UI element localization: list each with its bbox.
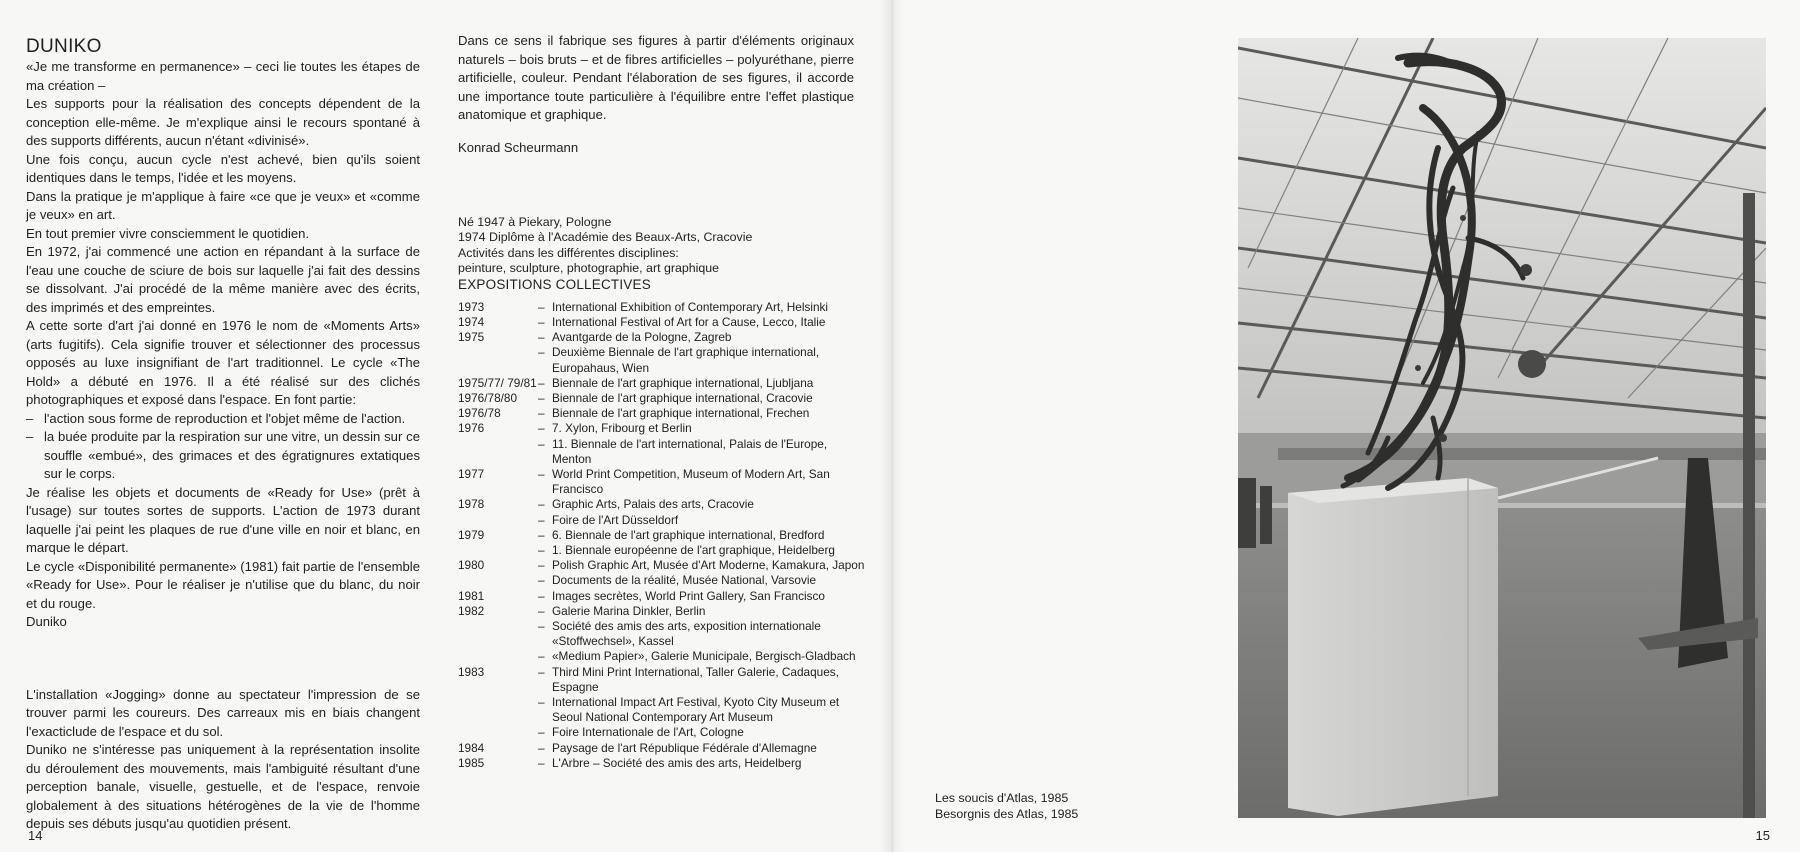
dash-separator: – [538, 390, 545, 405]
dash-separator: – [538, 436, 545, 451]
bio-line: 1974 Diplôme à l'Académie des Beaux-Arts, Cracovie [458, 230, 753, 245]
exhibition-event: Deuxième Biennale de l'art graphique international, Europahaus, Wien [552, 345, 820, 375]
exhibition-year: 1983 [458, 664, 485, 679]
exhibition-row [458, 391, 866, 406]
exhibition-year: 1979 [458, 527, 485, 542]
exhibition-row [458, 528, 866, 543]
exhibitions-heading: EXPOSITIONS COLLECTIVES [458, 277, 651, 293]
dash-separator: – [538, 375, 545, 390]
dash-separator: – [538, 330, 545, 345]
exhibition-row [458, 604, 866, 619]
exhibition-row [458, 345, 866, 375]
artist-heading: DUNIKO [26, 36, 102, 57]
exhibition-event: Biennale de l'art graphique international, Ljubljana [552, 375, 814, 390]
exhibition-year: 1982 [458, 603, 485, 618]
dash-separator: – [538, 694, 545, 709]
paragraph: Les supports pour la réalisation des concepts dépendent de la conception elle-même. Je m'explique ainsi le recours spontané à des supports différents, aucun n'étant «divinisé». [26, 96, 420, 148]
bio-line: Né 1947 à Piekary, Pologne [458, 215, 612, 229]
exhibition-row [458, 421, 866, 436]
exhibition-event: International Impact Art Festival, Kyoto City Museum et Seoul National Contemporary Art Museum [552, 694, 840, 725]
exhibition-row [458, 406, 866, 421]
exhibition-event: L'Arbre – Société des amis des arts, Heidelberg [552, 755, 802, 770]
dash-separator: – [538, 497, 545, 512]
exhibitions-table [458, 300, 866, 771]
exhibition-year [458, 513, 538, 528]
exhibition-year: 1984 [458, 740, 485, 755]
exhibition-row [458, 513, 866, 528]
exhibition-event: Foire de l'Art Düsseldorf [552, 512, 679, 527]
exhibition-year: 1977 [458, 466, 485, 481]
exhibition-row [458, 558, 866, 573]
exhibition-year [458, 695, 538, 725]
exhibition-row [458, 665, 866, 695]
exhibition-event: Images secrètes, World Print Gallery, San Francisco [552, 588, 825, 603]
exhibition-row [458, 315, 866, 330]
paragraph: Je réalise les objets et documents de «Ready for Use» (prêt à l'usage) sur toutes sortes de supports. L'action de 1973 durant laquelle j'ai peint les plaques de rue d'une ville en noir et blanc, en marque le départ. [26, 484, 420, 555]
author-signature: Konrad Scheurmann [458, 139, 579, 155]
paragraph: En tout premier vivre consciemment le quotidien. [26, 225, 310, 241]
sculpture-photo-illustration [1238, 38, 1766, 818]
exhibition-event: Paysage de l'art République Fédérale d'Allemagne [552, 740, 817, 755]
exhibition-row [458, 725, 866, 740]
exhibition-row [458, 649, 866, 664]
dash-separator: – [538, 466, 545, 481]
page-number: 14 [28, 828, 43, 843]
exhibition-year: 1976/78/80 [458, 390, 518, 405]
exhibition-event: 11. Biennale de l'art international, Palais de l'Europe, Menton [552, 436, 828, 466]
dash-separator: – [538, 299, 545, 314]
exhibition-event: International Festival of Art for a Cause, Lecco, Italie [552, 314, 826, 329]
photo-caption [935, 790, 1078, 822]
exhibition-event: «Medium Papier», Galerie Municipale, Bergisch-Gladbach [552, 649, 856, 664]
dash-separator: – [538, 421, 545, 436]
exhibition-event: Biennale de l'art graphique international, Frechen [552, 406, 810, 421]
list-item: – la buée produite par la respiration sur une vitre, un dessin sur ce souffle «embué», des grimaces et des égratignures extatiques sur le corps. [26, 428, 420, 484]
exhibition-event: Third Mini Print International, Taller Galerie, Cadaques, Espagne [552, 664, 839, 694]
exhibition-event: 7. Xylon, Fribourg et Berlin [552, 421, 692, 436]
dash-list [26, 410, 420, 484]
dash-separator: – [538, 618, 545, 633]
exhibition-row [458, 497, 866, 512]
dash-separator: – [538, 527, 545, 542]
exhibition-year: 1973 [458, 299, 485, 314]
exhibition-year [458, 573, 538, 588]
right-page [890, 0, 1800, 852]
dash-separator: – [538, 542, 545, 557]
exhibition-row [458, 695, 866, 725]
dash-separator: – [538, 649, 545, 664]
exhibition-year [458, 649, 538, 664]
caption-line-french: Les soucis d'Atlas, 1985 [935, 791, 1069, 805]
exhibition-event: Polish Graphic Art, Musée d'Art Moderne, Kamakura, Japon [552, 558, 865, 573]
left-page [0, 0, 890, 852]
exhibition-year: 1978 [458, 497, 485, 512]
text-column-1 [26, 36, 420, 834]
exhibition-row [458, 467, 866, 497]
exhibition-year: 1976/78 [458, 406, 501, 421]
paragraph: Le cycle «Disponibilité permanente» (1981) fait partie de l'ensemble «Ready for Use». Pour le réaliser je n'utilise que du blanc, du noir et du rouge. [26, 558, 420, 611]
exhibition-year: 1976 [458, 421, 485, 436]
paragraph: Une fois conçu, aucun cycle n'est achevé, bien qu'ils soient identiques dans le temps, l'idée et les moyens. [26, 151, 420, 185]
paragraph: A cette sorte d'art j'ai donné en 1976 le nom de «Moments Arts» (arts fugitifs). Cela signifie trouver et sélectionner des processus opposés au luxe insignifiant de l'art traditionnel. Le cycle «The Hold» a débuté en 1976. Il a été réalisé sur des clichés photographiques et exposé dans l'espace. En font partie: [26, 318, 420, 407]
dash-separator: – [538, 512, 545, 527]
exhibition-year: 1985 [458, 755, 485, 770]
exhibition-year [458, 345, 538, 375]
sculpture-photo [1238, 38, 1766, 818]
paragraph: L'installation «Jogging» donne au spectateur l'impression de se trouver parmi les coureurs. Des carreaux mis en biais changent l'exacticlude de l'espace et du sol. [26, 686, 420, 739]
exhibition-year [458, 543, 538, 558]
exhibition-event: Documents de la réalité, Musée National, Varsovie [552, 573, 817, 588]
biography [458, 215, 886, 276]
dash-separator: – [538, 345, 545, 360]
caption-line-german: Besorgnis des Atlas, 1985 [935, 807, 1079, 821]
paragraph: Dans la pratique je m'applique à faire «ce que je veux» et «comme je veux» en art. [26, 188, 420, 222]
exhibition-row [458, 437, 866, 467]
exhibition-row [458, 619, 866, 649]
exhibition-year: 1975 [458, 330, 485, 345]
exhibition-event: Avantgarde de la Pologne, Zagreb [552, 330, 732, 345]
exhibition-year: 1975/77/ 79/81 [458, 375, 537, 390]
exhibition-year: 1974 [458, 314, 485, 329]
dash-separator: – [538, 603, 545, 618]
bio-line: Activités dans les différentes disciplines: [458, 245, 679, 260]
bio-line: peinture, sculpture, photographie, art graphique [458, 260, 720, 275]
exhibition-event: World Print Competition, Museum of Modern Art, San Francisco [552, 466, 830, 497]
dash-separator: – [538, 664, 545, 679]
artist-signature: Duniko [26, 614, 67, 629]
exhibition-year: 1981 [458, 588, 485, 603]
exhibition-row [458, 543, 866, 558]
exhibition-event: International Exhibition of Contemporary Art, Helsinki [552, 299, 829, 314]
exhibition-year [458, 725, 538, 740]
dash-separator: – [538, 725, 545, 740]
exhibition-row [458, 573, 866, 588]
exhibition-event: Graphic Arts, Palais des arts, Cracovie [552, 497, 754, 512]
dash-separator: – [538, 588, 545, 603]
text-column-2 [458, 32, 886, 771]
exhibition-row [458, 300, 866, 315]
book-gutter [880, 0, 904, 852]
exhibition-row [458, 330, 866, 345]
paragraph: Duniko ne s'intéresse pas uniquement à la représentation insolite du déroulement des mouvements, mais l'ambiguité résultant d'une perception banale, visuelle, gestuelle, et de l'espace, renvoie globalement à des situations hétérogènes de la vie de l'homme depuis ses débuts jusqu'au quotidien présent. [26, 742, 420, 831]
dash-separator: – [538, 558, 545, 573]
dash-separator: – [538, 755, 545, 770]
list-item: – l'action sous forme de reproduction et l'objet même de l'action. [26, 410, 420, 429]
dash-separator: – [538, 406, 545, 421]
exhibition-row [458, 756, 866, 771]
exhibition-event: Foire Internationale de l'Art, Cologne [552, 725, 744, 740]
intro-paragraph: Dans ce sens il fabrique ses figures à partir d'éléments originaux naturels – bois bruts – et de fibres artificielles – polyuréthane, pierre artificielle, couleur. Pendant l'élaboration de ses figures, il accorde une importance toute particulière à l'équilibre entre l'effet plastique anatomique et graphique. [458, 33, 854, 122]
page-number: 15 [1755, 828, 1770, 843]
paragraph: «Je me transforme en permanence» – ceci lie toutes les étapes de ma création – [26, 59, 420, 93]
exhibition-row [458, 376, 866, 391]
paragraph: En 1972, j'ai commencé une action en répandant à la surface de l'eau une couche de sciure de bois sur laquelle j'ai fait des dessins se dissolvant. J'ai procédé de la même manière avec des écrits, des imprimés et des empreintes. [26, 244, 420, 315]
exhibition-year [458, 619, 538, 649]
exhibition-event: Biennale de l'art graphique international, Cracovie [552, 390, 813, 405]
dash-separator: – [538, 314, 545, 329]
exhibition-row [458, 589, 866, 604]
exhibition-year [458, 437, 538, 467]
dash-separator: – [538, 740, 545, 755]
exhibition-event: 6. Biennale de l'art graphique international, Bredford [552, 527, 825, 542]
exhibition-year: 1980 [458, 558, 485, 573]
exhibition-event: Société des amis des arts, exposition internationale «Stoffwechsel», Kassel [552, 618, 821, 649]
exhibition-event: Galerie Marina Dinkler, Berlin [552, 603, 706, 618]
exhibition-row [458, 741, 866, 756]
exhibition-event: 1. Biennale européenne de l'art graphique, Heidelberg [552, 542, 835, 557]
dash-separator: – [538, 573, 545, 588]
